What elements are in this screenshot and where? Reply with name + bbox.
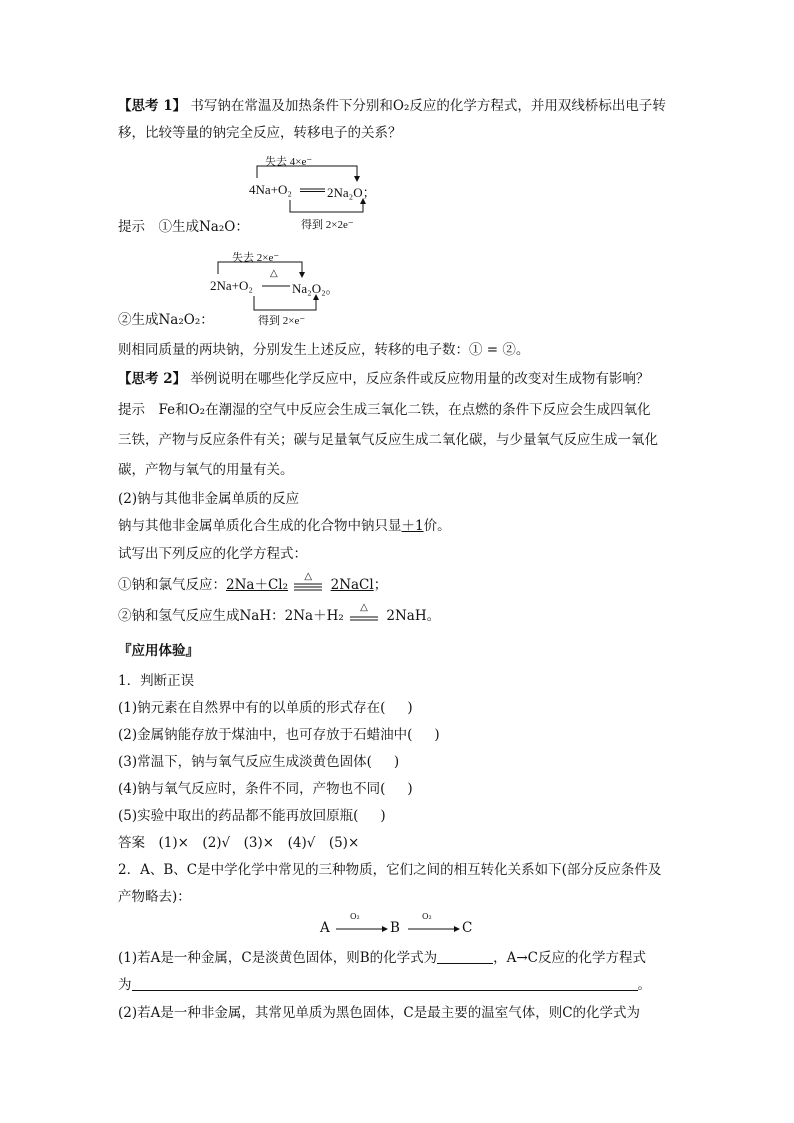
hint-2-line2: 三铁，产物与反应条件有关；碳与足量氧气反应生成二氧化碳，与少量氧气反应生成一氧化 [118, 432, 658, 448]
q1-line2-pre: 为 [118, 977, 132, 993]
question-1-line1: 书写钠在常温及加热条件下分别和O₂反应的化学方程式，并用双线桥标出电子转 [190, 98, 666, 114]
section-2-line1-post: 价。 [423, 518, 451, 534]
reaction-2-reactants: 2Na＋H₂ [284, 608, 344, 624]
problem-1-item-5 [118, 807, 386, 825]
reaction-1-equals [292, 576, 326, 594]
chain-o2-first: O₂ [350, 912, 360, 921]
conclusion: 则相同质量的两块钠，分别发生上述反应，转移的电子数：① = ②。 [118, 342, 530, 358]
diagram-1-products: 2Na₂O； [327, 185, 376, 200]
reaction-1-reactants: 2Na＋Cl₂ [226, 577, 289, 593]
item-1-close: ) [407, 700, 413, 716]
diagram-2-reactants: 2Na+O₂ [210, 278, 253, 293]
problem-2-q1 [118, 949, 646, 967]
chain-c: C [462, 920, 473, 936]
reaction-1-label: ①钠和氯气反应： [118, 577, 226, 593]
chain-arrows [320, 912, 480, 938]
question-2-text: 举例说明在哪些化学反应中，反应条件或反应物用量的改变对生成物有影响？ [190, 371, 650, 387]
problem-1-item-4 [118, 780, 413, 798]
hint-2-line1: 提示 Fe和O₂在潮湿的空气中反应会生成三氧化二铁，在点燃的条件下反应会生成四氧化 [118, 402, 651, 418]
item-5-close: ) [380, 808, 386, 824]
problem-1-title: 1．判断正误 [118, 673, 195, 689]
item-2-close: ) [434, 727, 440, 743]
reaction-1-end: ； [373, 577, 388, 593]
question-1-tag: 【思考 1】 [118, 98, 187, 114]
reaction-1-products: 2NaCl [330, 577, 374, 593]
item-1-text: (1)钠元素在自然界中有的以单质的形式存在( [118, 700, 386, 716]
q1-pre: (1)若A是一种金属，C是淡黄色固体，则B的化学式为 [118, 950, 438, 966]
reaction-2-equals [348, 607, 382, 625]
question-1-line2: 移，比较等量的钠完全反应，转移电子的关系？ [118, 125, 402, 141]
reaction-2-products: 2NaH。 [386, 608, 441, 624]
q1-blank-2[interactable] [132, 976, 638, 991]
reaction-1-arrow [292, 571, 326, 594]
section-2-line1-pre: 钠与其他非金属单质化合生成的化合物中钠只显 [118, 518, 402, 534]
electron-transfer-diagram-1 [245, 150, 385, 230]
diagram-2-gain-label: 得到 2×e⁻ [258, 315, 306, 327]
apply-title: 『应用体验』 [118, 643, 199, 659]
problem-1-item-1 [118, 699, 413, 717]
question-1 [118, 97, 666, 115]
hint-1: 提示 ①生成Na₂O： [118, 219, 249, 235]
problem-2-line1: 2．A、B、C是中学化学中常见的三种物质，它们之间的相互转化关系如下(部分反应条件及 [118, 862, 662, 878]
reaction-2 [118, 602, 441, 625]
reaction-2-label: ②钠和氢气反应生成NaH： [118, 608, 285, 624]
problem-2-q2: (2)若A是一种非金属，其常见单质为黑色固体，C是最主要的温室气体，则C的化学式为 [118, 1005, 641, 1021]
hint-2-line3: 碳，产物与氧气的用量有关。 [118, 462, 294, 478]
q1-mid: ，A→C反应的化学方程式 [493, 950, 647, 966]
item-5-text: (5)实验中取出的药品都不能再放回原瓶( [118, 808, 359, 824]
item-4-text: (4)钠与氧气反应时，条件不同，产物也不同( [118, 781, 386, 797]
problem-2-line2: 产物略去)： [118, 889, 191, 905]
reaction-2-heat-condition: △ [360, 602, 368, 613]
diagram-2-heat-condition: △ [270, 268, 278, 279]
diagram-2-products: Na₂O₂。 [292, 281, 339, 296]
problem-2-q1-line2 [118, 976, 651, 994]
diagram-1-reactants: 4Na+O₂ [249, 182, 292, 197]
q1-blank-1[interactable] [437, 949, 493, 964]
section-2-title: (2)钠与其他非金属单质的反应 [118, 491, 300, 507]
problem-1-item-3 [118, 753, 399, 771]
chain-o2-second: O₂ [422, 912, 432, 921]
reaction-2-arrow [348, 602, 382, 625]
diagram-1-gain-label: 得到 2×2e⁻ [301, 219, 354, 231]
item-3-close: ) [393, 754, 400, 770]
hint-1b: ②生成Na₂O₂： [118, 312, 214, 328]
conversion-chain [320, 912, 480, 938]
reaction-1 [118, 571, 388, 594]
section-2-line2: 试写出下列反应的化学方程式： [118, 546, 307, 562]
question-2-tag: 【思考 2】 [118, 371, 187, 387]
problem-1-answer: 答案 (1)× (2)√ (3)× (4)√ (5)× [118, 835, 360, 851]
diagram-2-lose-label: 失去 2×e⁻ [232, 252, 280, 264]
chain-a: A [320, 920, 330, 936]
diagram-1-lose-label: 失去 4×e⁻ [265, 156, 313, 168]
reaction-1-heat-condition: △ [304, 571, 313, 582]
question-2 [118, 370, 649, 388]
item-2-text: (2)金属钠能存放于煤油中，也可存放于石蜡油中( [118, 727, 413, 743]
problem-1-item-2 [118, 726, 440, 744]
item-4-close: ) [407, 781, 413, 797]
section-2-valence: ＋1 [401, 518, 424, 534]
item-3-text: (3)常温下，钠与氧气反应生成淡黄色固体( [118, 754, 372, 770]
electron-transfer-diagram-2 [210, 246, 350, 326]
q1-line2-end: 。 [637, 977, 651, 993]
chain-b: B [390, 920, 400, 936]
section-2-line1 [118, 517, 451, 535]
